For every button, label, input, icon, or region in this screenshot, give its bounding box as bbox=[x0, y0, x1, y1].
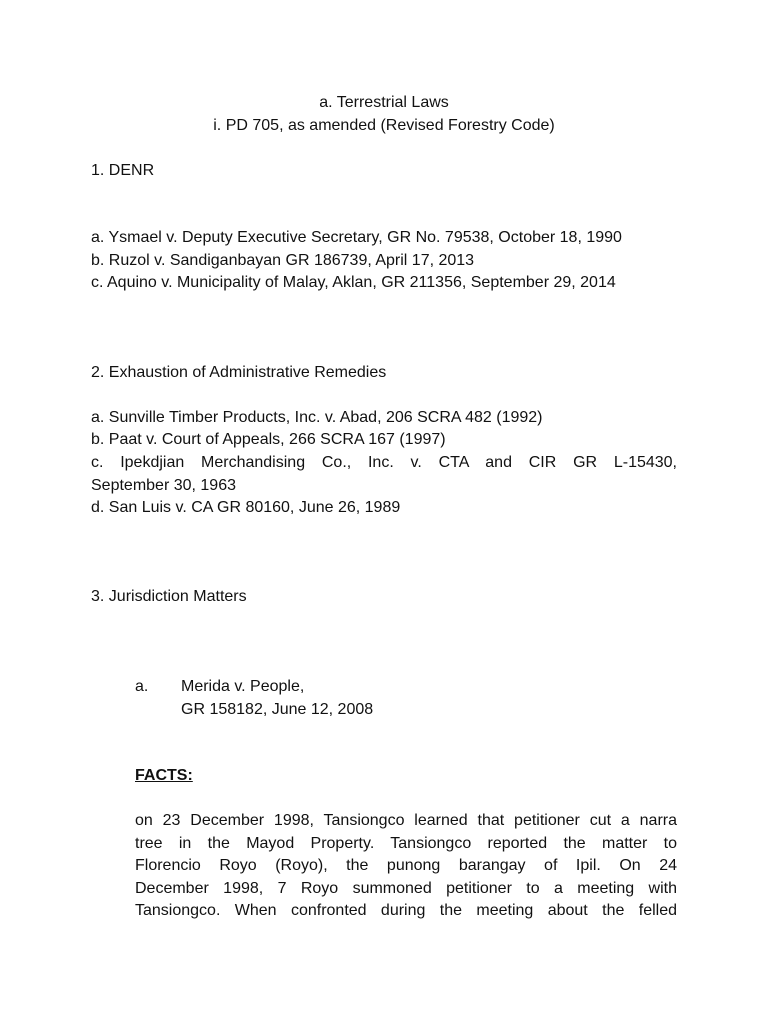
case-item-line: c. Ipekdjian Merchandising Co., Inc. v. CTA and CIR GR L-15430, bbox=[91, 454, 677, 471]
facts-line: on 23 December 1998, Tansiongco learned that petitioner cut a narra bbox=[135, 812, 677, 829]
case-citation: GR 158182, June 12, 2008 bbox=[181, 701, 374, 718]
subsection-heading: i. PD 705, as amended (Revised Forestry Code) bbox=[213, 117, 555, 134]
case-item-wrapped bbox=[91, 452, 677, 497]
case-item: b. Ruzol v. Sandiganbayan GR 186739, April 17, 2013 bbox=[91, 252, 475, 269]
case-item: a. Sunville Timber Products, Inc. v. Abad, 206 SCRA 482 (1992) bbox=[91, 409, 543, 426]
case-item: a. Ysmael v. Deputy Executive Secretary, GR No. 79538, October 18, 1990 bbox=[91, 229, 622, 246]
case-item: c. Aquino v. Municipality of Malay, Aklan, GR 211356, September 29, 2014 bbox=[91, 274, 616, 291]
facts-line: tree in the Mayod Property. Tansiongco reported the matter to bbox=[135, 834, 677, 852]
facts-paragraph bbox=[135, 810, 677, 923]
facts-line: December 1998, 7 Royo summoned petitioner to a meeting with bbox=[135, 879, 677, 897]
facts-line: Florencio Royo (Royo), the punong barangay of Ipil. On 24 bbox=[135, 857, 677, 874]
facts-heading: FACTS: bbox=[135, 767, 193, 784]
case-item: b. Paat v. Court of Appeals, 266 SCRA 167 (1997) bbox=[91, 431, 446, 448]
topic-title-jurisdiction: 3. Jurisdiction Matters bbox=[91, 588, 247, 605]
case-name: Merida v. People, bbox=[181, 678, 305, 695]
section-heading: a. Terrestrial Laws bbox=[319, 94, 449, 111]
facts-line: Tansiongco. When confronted during the meeting about the felled bbox=[135, 902, 677, 919]
case-item: d. San Luis v. CA GR 80160, June 26, 1989 bbox=[91, 499, 401, 516]
topic-title-exhaustion: 2. Exhaustion of Administrative Remedies bbox=[91, 364, 387, 381]
case-item-line: September 30, 1963 bbox=[91, 476, 236, 494]
topic-title-denr: 1. DENR bbox=[91, 162, 155, 179]
case-letter: a. bbox=[135, 678, 149, 695]
